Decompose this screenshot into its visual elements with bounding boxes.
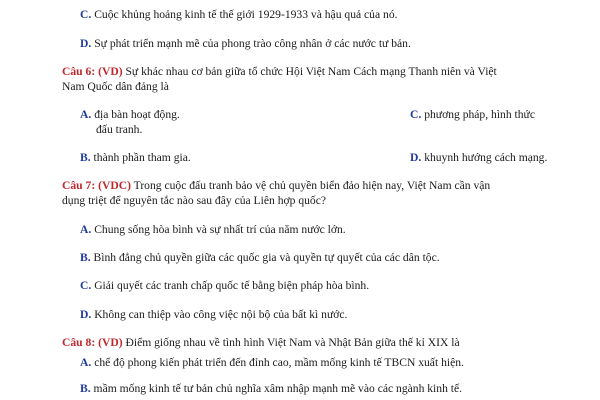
option-text: Giải quyết các tranh chấp quốc tế bằng biện pháp hòa bình. (94, 279, 370, 292)
q6-option-c-continued (96, 123, 142, 137)
option-text: phương pháp, hình thức (424, 108, 535, 121)
question-level: (VD) (98, 336, 123, 349)
option-text: chế độ phong kiến phát triển đến đỉnh cao, mầm mống kinh tế TBCN xuất hiện. (94, 356, 464, 369)
question-label: Câu 8: (62, 336, 96, 349)
q6-option-c (410, 108, 535, 122)
question-label: Câu 7: (62, 179, 96, 192)
question-6-stem-line2 (62, 80, 169, 94)
option-text: Sự phát triển mạnh mẽ của phong trào công nhân ở các nước tư bản. (94, 37, 411, 50)
q6-option-a (80, 108, 180, 122)
option-d-prev (80, 37, 411, 51)
question-6-stem-line1 (62, 65, 497, 79)
question-8-stem (62, 336, 460, 350)
option-letter: C. (80, 8, 92, 21)
q8-option-b (80, 382, 462, 396)
option-text: thành phần tham gia. (93, 151, 191, 164)
question-level: (VD) (98, 65, 123, 78)
q7-option-c (80, 279, 369, 293)
option-letter: A. (80, 223, 92, 236)
question-7-stem-line1 (62, 179, 490, 193)
question-7-stem-line2 (62, 194, 326, 208)
option-letter: A. (80, 356, 92, 369)
question-level: (VDC) (98, 179, 131, 192)
option-text: Bình đẳng chủ quyền giữa các quốc gia và quyền tự quyết của các dân tộc. (93, 251, 440, 264)
option-letter: D. (410, 151, 422, 164)
option-c-prev (80, 8, 398, 22)
option-letter: D. (80, 37, 92, 50)
option-letter: B. (80, 382, 91, 395)
option-text: Chung sống hòa bình và sự nhất trí của năm nước lớn. (94, 223, 346, 236)
q7-option-a (80, 223, 346, 237)
option-letter: B. (80, 251, 91, 264)
option-text: Cuộc khủng hoảng kinh tế thế giới 1929-1933 và hậu quả của nó. (94, 8, 398, 21)
option-letter: B. (80, 151, 91, 164)
q8-option-a (80, 356, 464, 370)
question-label: Câu 6: (62, 65, 96, 78)
option-text: Không can thiệp vào công việc nội bộ của bất kì nước. (94, 308, 348, 321)
question-text: Nam Quốc dân đảng là (62, 80, 169, 93)
option-letter: A. (80, 108, 92, 121)
q7-option-d (80, 308, 347, 322)
option-text: đấu tranh. (96, 123, 143, 136)
option-text: khuynh hướng cách mạng. (424, 151, 548, 164)
option-letter: C. (80, 279, 92, 292)
option-text: địa bàn hoạt động. (94, 108, 180, 121)
option-letter: D. (80, 308, 92, 321)
question-text: dụng triệt để nguyên tắc nào sau đây của Liên hợp quốc? (62, 194, 327, 207)
question-text: Trong cuộc đấu tranh bảo vệ chủ quyền biển đảo hiện nay, Việt Nam cần vận (133, 179, 491, 192)
question-text: Điểm giống nhau về tình hình Việt Nam và Nhật Bản giữa thế kỉ XIX là (125, 336, 460, 349)
option-letter: C. (410, 108, 422, 121)
question-text: Sự khác nhau cơ bản giữa tổ chức Hội Việt Nam Cách mạng Thanh niên và Việt (125, 65, 497, 78)
q6-option-b (80, 151, 191, 165)
option-text: mầm mống kinh tế tư bản chủ nghĩa xâm nhập mạnh mẽ vào các ngành kinh tế. (93, 382, 463, 395)
q7-option-b (80, 251, 440, 265)
q6-option-d (410, 151, 547, 165)
